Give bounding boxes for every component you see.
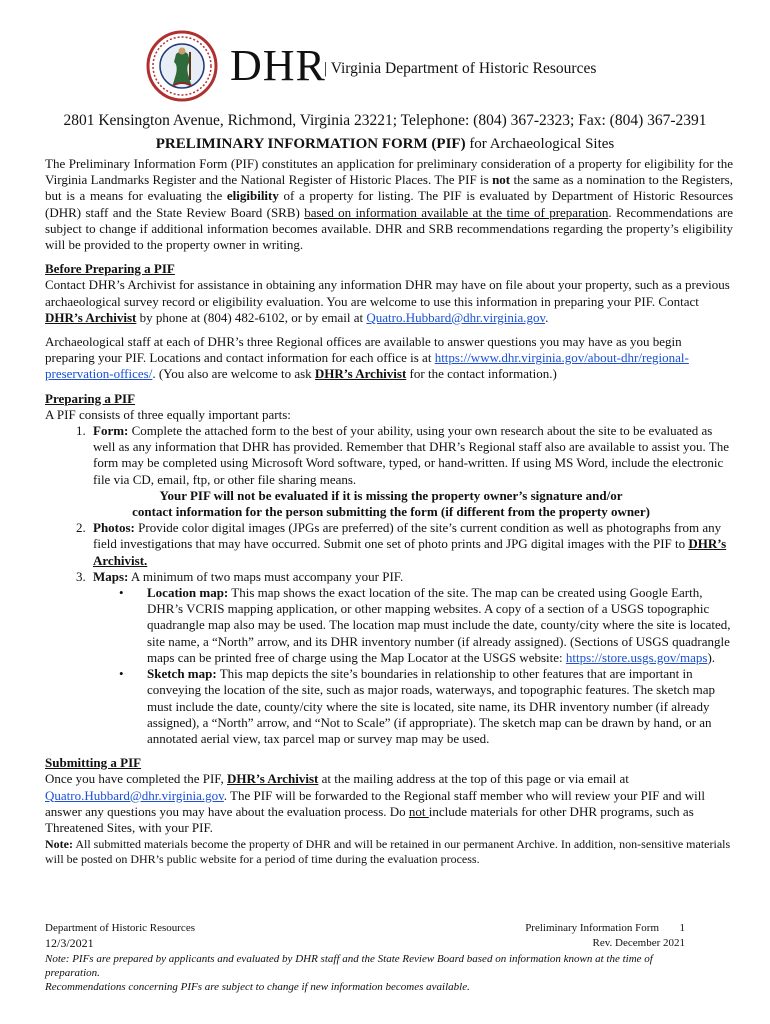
agency-address: 2801 Kensington Avenue, Richmond, Virginia 23221; Telephone: (804) 367-2323; Fax: (804) 367-2391 [63, 112, 707, 129]
intro-paragraph [45, 156, 733, 253]
preparing-heading: Preparing a PIF [45, 390, 136, 406]
intro-text-2: the same as a nomination to the Registers, but is a means for evaluating the [45, 172, 733, 204]
note-label: Note: [45, 837, 73, 852]
page-footer [45, 920, 685, 994]
footer-department: Department of Historic Resources [45, 922, 195, 934]
form-title [0, 136, 770, 153]
footer-row-1 [45, 920, 685, 935]
footer-page-number: 1 [679, 922, 685, 934]
archivist-reference-2: DHR’s Archivist [314, 366, 407, 382]
usgs-maps-link[interactable]: https://store.usgs.gov/maps [565, 649, 708, 665]
list-item-maps [89, 569, 733, 747]
submission-note [45, 837, 733, 867]
form-title-rest: for Archaeological Sites [465, 136, 615, 152]
letterhead [146, 30, 646, 100]
archivist-email-link[interactable]: Quatro.Hubbard@dhr.virginia.gov [366, 309, 546, 325]
footer-form-name: Preliminary Information Form [525, 922, 659, 934]
location-map-end: ). [707, 649, 716, 665]
sketch-map-item [143, 666, 733, 747]
submitting-paragraph [45, 771, 733, 836]
before-p2-end: for the contact information.) [406, 366, 557, 382]
archivist-reference-3: DHR’s Archivist. [93, 536, 727, 568]
footer-revision: Rev. December 2021 [592, 937, 685, 949]
intro-underline: based on information available at the time of preparation [304, 204, 609, 220]
before-p1-text: Contact DHR’s Archivist for assistance in obtaining any information DHR may have on file about your property, such as a previous archaeological survey record or eligibility evaluation. You are welcome to use this information in preparing your PIF. Contact [45, 277, 730, 309]
before-paragraph-2 [45, 334, 733, 383]
location-map-item [143, 585, 733, 666]
document-body [45, 156, 733, 867]
form-description: Complete the attached form to the best of your ability, using your own research about the site to be evaluated as well as any information that DHR has provided. Remember that DHR’s Regional staff also are available to assist you. The form may be completed using Microsoft Word software, typed, or hand-written. If using MS Word, include the electronic file via CD, email, ftp, or other file sharing means. [93, 423, 730, 487]
preparing-intro: A PIF consists of three equally important parts: [45, 406, 291, 422]
before-p1-phone-text: by phone at (804) 482-6102, or by email at [136, 309, 367, 325]
submitting-text-4: include materials for other DHR programs, such as Threatened Sites, with your PIF. [45, 803, 694, 835]
note-text: All submitted materials become the property of DHR and will be retained in our permanent Archive. In addition, non-sensitive materials will be posted on DHR’s public website for a period of time during the evaluation process. [45, 837, 731, 867]
footer-row-2 [45, 935, 685, 950]
warning-line-1: Your PIF will not be evaluated if it is missing the property owner’s signature and/or [159, 487, 623, 503]
sketch-map-description: This map depicts the site’s boundaries in relationship to other features that are important in conveying the location of the site, such as major roads, waterways, and topographic features. The sketch map must include the date, county/city where the site is located, site name, its DHR inventory number (if already assigned), a “North” arrow, and “Not to Scale” (if appropriate). The sketch map can be drawn by hand, or an annotated aerial view, tax parcel map or survey map may be used. [147, 666, 715, 746]
dhr-logo-text: DHR [230, 41, 326, 90]
footer-note-line-1: Note: PIFs are prepared by applicants and evaluated by DHR staff and the State Review Board based on information known at the time of preparation. [45, 953, 653, 979]
submitting-text-1: Once you have completed the PIF, [45, 771, 227, 787]
form-label: Form: [93, 423, 129, 439]
footer-note-line-2: Recommendations concerning PIFs are subject to change if new information becomes available. [45, 981, 470, 993]
agency-name: | Virginia Department of Historic Resources [324, 60, 597, 77]
submitting-heading: Submitting a PIF [45, 755, 142, 771]
submitting-not: not [408, 803, 429, 819]
maps-list [93, 585, 733, 747]
archivist-email-link-2[interactable]: Quatro.Hubbard@dhr.virginia.gov [45, 787, 224, 803]
maps-description: A minimum of two maps must accompany your PIF. [128, 568, 404, 584]
location-map-description: This map shows the exact location of the site. The map can be created using Google Earth, DHR’s VCRIS mapping application, or other mapping websites. A copy of a section of a USGS topographic quadrangle map also may be used. The location map must include the date, county/city where the site is located, site name, a “North” arrow, and its DHR inventory number (if already assigned). (Sections of USGS quadrangle maps can be printed free of charge using the Map Locator at the USGS website: [147, 585, 731, 665]
before-p2-text: Archaeological staff at each of DHR’s three Regional offices are available to answer questions you may have as you begin preparing your PIF. Locations and contact information for each office is at [45, 334, 682, 366]
list-item-form [89, 423, 733, 520]
intro-bold-eligibility: eligibility [226, 188, 279, 204]
intro-bold-not: not [492, 172, 511, 188]
photos-description: Provide color digital images (JPGs are preferred) of the site’s current condition as well as photographs from any field investigations that may have occurred. Submit one set of photo prints and JPG digital images with the PIF to [93, 520, 722, 552]
virginia-seal-icon [146, 30, 218, 102]
footer-date: 12/3/2021 [45, 936, 94, 950]
intro-text-4: . Recommendations are subject to change if additional information becomes available. DHR and SRB recommendations regarding the property’s eligibility will be provided to the property owner in writing. [45, 204, 733, 253]
before-paragraph-1 [45, 277, 733, 326]
sketch-map-label: Sketch map: [147, 666, 217, 682]
warning-line-2: contact information for the person submitting the form (if different from the property owner) [132, 504, 650, 520]
pif-parts-list [45, 423, 733, 747]
location-map-label: Location map: [147, 585, 229, 601]
intro-text-3: of a property for listing. The PIF is evaluated by Department of Historic Resources (DHR) staff and the State Review Board (SRB) [45, 188, 734, 220]
before-p2-text-2: . (You also are welcome to ask [152, 366, 315, 382]
signature-warning [49, 488, 733, 520]
maps-label: Maps: [93, 568, 129, 584]
submitting-text-3: . The PIF will be forwarded to the Regional staff member who will review your PIF and will answer any questions you may have about the evaluation process. Do [45, 787, 705, 819]
photos-label: Photos: [93, 520, 135, 536]
archivist-reference: DHR’s Archivist [45, 309, 137, 325]
intro-text-1: The Preliminary Information Form (PIF) constitutes an application for preliminary consideration of a property for eligibility for the Virginia Landmarks Register and the National Register of Historic Places. The PIF is [45, 156, 733, 188]
regional-offices-link[interactable]: https://www.dhr.virginia.gov/about-dhr/regional-preservation-offices/ [45, 350, 689, 382]
footer-note [45, 952, 685, 994]
list-item-photos [89, 520, 733, 569]
archivist-reference-4: DHR’s Archivist [227, 771, 319, 787]
before-p1-end: . [545, 309, 549, 325]
submitting-text-2: at the mailing address at the top of this page or via email at [318, 771, 629, 787]
before-heading: Before Preparing a PIF [45, 261, 175, 277]
form-title-bold: PRELIMINARY INFORMATION FORM (PIF) [155, 136, 466, 152]
